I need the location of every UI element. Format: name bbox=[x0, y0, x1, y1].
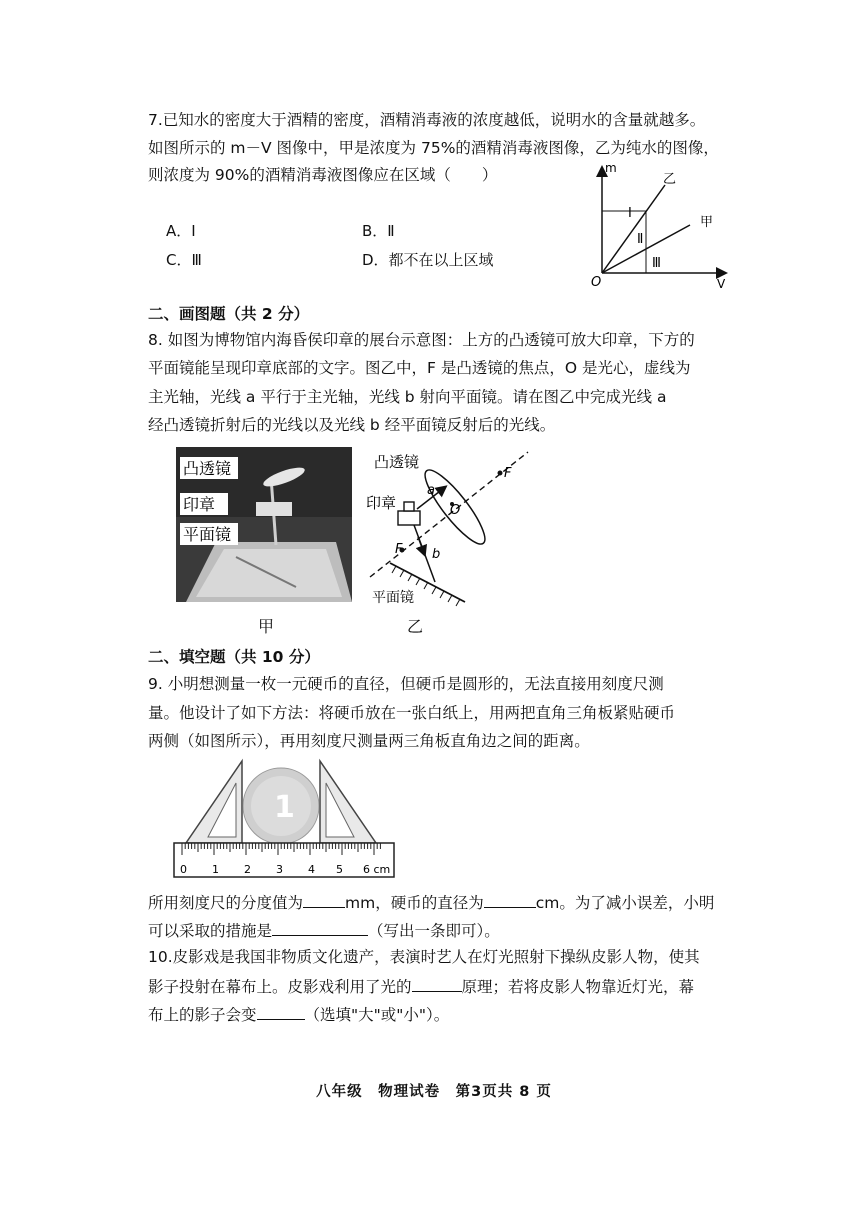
page-footer: 八年级 物理试卷 第3页共 8 页 bbox=[316, 1084, 552, 1100]
seal-display-photo bbox=[176, 447, 352, 602]
jia-label: 甲 bbox=[700, 215, 714, 230]
ruler-tick-1: 1 bbox=[212, 863, 219, 876]
photo-label-lens: 凸透镜 bbox=[183, 459, 232, 478]
q9-text-division: 所用刻度尺的分度值为 bbox=[148, 894, 304, 912]
caption-yi: 乙 bbox=[407, 617, 424, 636]
mv-graph bbox=[585, 160, 735, 290]
section-fill-title: 二、填空题（共 10 分） bbox=[148, 648, 320, 666]
caption-jia: 甲 bbox=[258, 617, 275, 636]
q10-line-2 bbox=[148, 975, 694, 997]
seal-block bbox=[398, 511, 420, 525]
coin-mark: 1 bbox=[274, 790, 295, 825]
ruler-tick-5: 5 bbox=[336, 863, 343, 876]
blank-division-value[interactable] bbox=[303, 891, 345, 908]
q9-line-1: 9. 小明想测量一枚一元硬币的直径，但硬币是圆形的，无法直接用刻度尺测 bbox=[148, 675, 664, 693]
diagram-label-mirror: 平面镜 bbox=[372, 590, 414, 606]
q7-line-1: 7.已知水的密度大于酒精的密度，酒精消毒液的浓度越低，说明水的含量就越多。 bbox=[148, 111, 706, 129]
q8-line-2: 平面镜能呈现印章底部的文字。图乙中，F 是凸透镜的焦点，O 是光心，虚线为 bbox=[148, 359, 691, 377]
q10-line-1: 10.皮影戏是我国非物质文化遗产，表演时艺人在灯光照射下操纵皮影人物，使其 bbox=[148, 948, 700, 966]
blank-diameter[interactable] bbox=[484, 891, 536, 908]
q8-line-4: 经凸透镜折射后的光线以及光线 b 经平面镜反射后的光线。 bbox=[148, 416, 556, 434]
axis-m-label: m bbox=[605, 161, 617, 175]
blank-shadow-size[interactable] bbox=[257, 1003, 305, 1020]
q7-option-c: C．Ⅲ bbox=[166, 251, 202, 269]
region-3-label: Ⅲ bbox=[652, 256, 661, 271]
ruler-tick-0: 0 bbox=[180, 863, 187, 876]
photo-label-seal: 印章 bbox=[183, 495, 216, 514]
blank-measure[interactable] bbox=[272, 919, 368, 936]
q9-text-measure-tail: （写出一条即可）。 bbox=[368, 922, 500, 940]
q9-text-measure: 可以采取的措施是 bbox=[148, 922, 273, 940]
ruler-tick-3: 3 bbox=[276, 863, 283, 876]
blank-light-principle[interactable] bbox=[412, 975, 462, 992]
focus-bottom-label: F bbox=[395, 542, 403, 557]
q7-option-d: D．都不在以上区域 bbox=[362, 251, 494, 269]
q9-text-error: cm。为了减小误差，小明 bbox=[535, 894, 715, 912]
q9-line-2: 量。他设计了如下方法：将硬币放在一张白纸上，用两把直角三角板紧贴硬币 bbox=[148, 704, 676, 722]
q9-answer-line bbox=[148, 891, 714, 913]
q10-text-shadow: 原理；若将皮影人物靠近灯光，幕 bbox=[461, 978, 695, 996]
yi-label: 乙 bbox=[663, 172, 677, 187]
q10-text-principle: 影子投射在幕布上。皮影戏利用了光的 bbox=[148, 978, 412, 996]
ruler-tick-4: 4 bbox=[308, 863, 315, 876]
q7-line-2: 如图所示的 m－V 图像中，甲是浓度为 75%的酒精消毒液图像，乙为纯水的图像， bbox=[148, 139, 719, 157]
region-1-label: Ⅰ bbox=[628, 206, 632, 221]
optics-diagram bbox=[360, 447, 540, 612]
q8-line-3: 主光轴，光线 a 平行于主光轴，光线 b 射向平面镜。请在图乙中完成光线 a bbox=[148, 388, 667, 406]
region-2-label: Ⅱ bbox=[637, 232, 644, 247]
q10-line-3 bbox=[148, 1003, 449, 1025]
q7-option-b: B．Ⅱ bbox=[362, 222, 395, 240]
ray-b-label: b bbox=[432, 547, 441, 562]
q8-line-1: 8. 如图为博物馆内海昏侯印章的展台示意图：上方的凸透镜可放大印章，下方的 bbox=[148, 331, 695, 349]
axis-v-label: V bbox=[717, 277, 726, 290]
q10-text-choice: （选填"大"或"小"）。 bbox=[304, 1006, 450, 1024]
coin-ruler-figure bbox=[172, 757, 397, 879]
diagram-label-lens: 凸透镜 bbox=[374, 453, 420, 471]
ruler-tick-2: 2 bbox=[244, 863, 251, 876]
origin-label: O bbox=[591, 275, 602, 290]
section-drawing-title: 二、画图题（共 2 分） bbox=[148, 305, 310, 323]
ruler-tick-6: 6 cm bbox=[363, 863, 391, 876]
photo-label-mirror: 平面镜 bbox=[183, 525, 232, 544]
diagram-label-seal: 印章 bbox=[366, 494, 397, 512]
focus-top-label: F bbox=[504, 466, 512, 481]
q7-option-a: A．Ⅰ bbox=[166, 222, 196, 240]
ray-a-label: a bbox=[427, 483, 435, 498]
q10-text-size: 布上的影子会变 bbox=[148, 1006, 257, 1024]
q7-line-3: 则浓度为 90%的酒精消毒液图像应在区域（ ） bbox=[148, 166, 498, 184]
q9-measure-line bbox=[148, 919, 500, 941]
optical-center-label: O bbox=[450, 503, 461, 518]
q9-line-3: 两侧（如图所示），再用刻度尺测量两三角板直角边之间的距离。 bbox=[148, 732, 590, 750]
q9-text-diameter: mm，硬币的直径为 bbox=[345, 894, 484, 912]
